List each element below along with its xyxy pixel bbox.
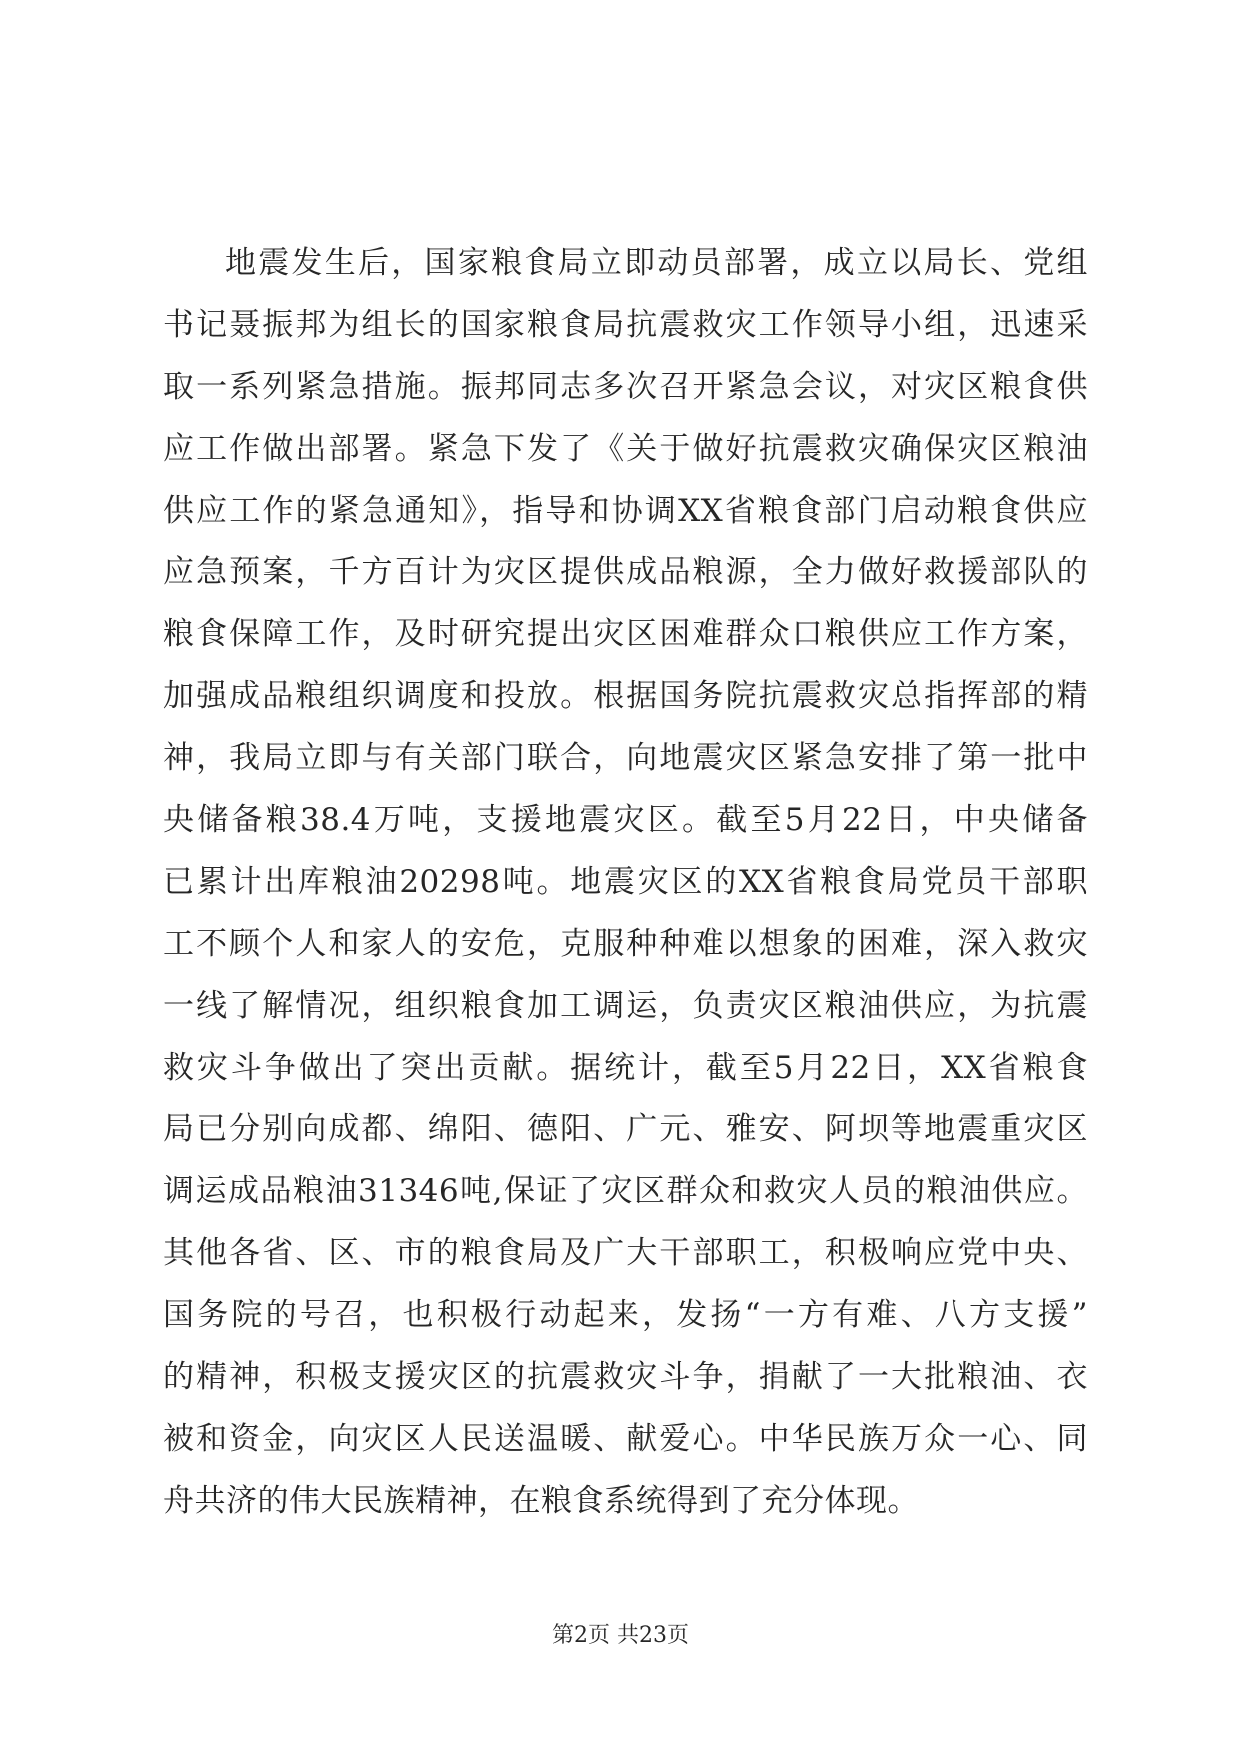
text-line: 工不顾个人和家人的安危，克服种种难以想象的困难，深入救灾 [163,925,1088,962]
text-line: 局已分别向成都、绵阳、德阳、广元、雅安、阿坝等地震重灾区 [163,1111,1088,1148]
text-line: 书记聂振邦为组长的国家粮食局抗震救灾工作领导小组，迅速采 [163,306,1088,343]
page-number-footer: 第2页 共23页 [552,1623,689,1648]
text-line: 应急预案，千方百计为灾区提供成品粮源，全力做好救援部队的 [163,554,1088,591]
text-line: 救灾斗争做出了突出贡献。据统计，截至5月22日，XX省粮食 [163,1049,1088,1086]
text-line: 舟共济的伟大民族精神，在粮食系统得到了充分体现。 [163,1482,919,1519]
text-line: 调运成品粮油31346吨,保证了灾区群众和救灾人员的粮油供应。 [163,1173,1088,1210]
text-line: 其他各省、区、市的粮食局及广大干部职工，积极响应党中央、 [163,1235,1088,1272]
text-line: 加强成品粮组织调度和投放。根据国务院抗震救灾总指挥部的精 [163,678,1088,715]
text-line: 神，我局立即与有关部门联合，向地震灾区紧急安排了第一批中 [163,740,1088,777]
text-line: 供应工作的紧急通知》，指导和协调XX省粮食部门启动粮食供应 [163,492,1088,529]
text-line: 取一系列紧急措施。振邦同志多次召开紧急会议，对灾区粮食供 [163,368,1088,405]
text-line: 被和资金，向灾区人民送温暖、献爱心。中华民族万众一心、同 [163,1420,1088,1457]
text-line: 一线了解情况，组织粮食加工调运，负责灾区粮油供应，为抗震 [163,987,1088,1024]
text-line: 的精神，积极支援灾区的抗震救灾斗争，捐献了一大批粮油、衣 [163,1359,1088,1396]
text-line: 已累计出库粮油20298吨。地震灾区的XX省粮食局党员干部职 [163,863,1088,900]
text-line: 央储备粮38.4万吨，支援地震灾区。截至5月22日，中央储备 [163,802,1088,839]
text-line: 应工作做出部署。紧急下发了《关于做好抗震救灾确保灾区粮油 [163,430,1088,467]
text-line: 国务院的号召，也积极行动起来，发扬“一方有难、八方支援” [163,1297,1088,1334]
text-line: 地震发生后，国家粮食局立即动员部署，成立以局长、党组 [225,245,1088,281]
text-line: 粮食保障工作，及时研究提出灾区困难群众口粮供应工作方案， [163,616,1088,653]
body-paragraph [163,233,1088,1533]
